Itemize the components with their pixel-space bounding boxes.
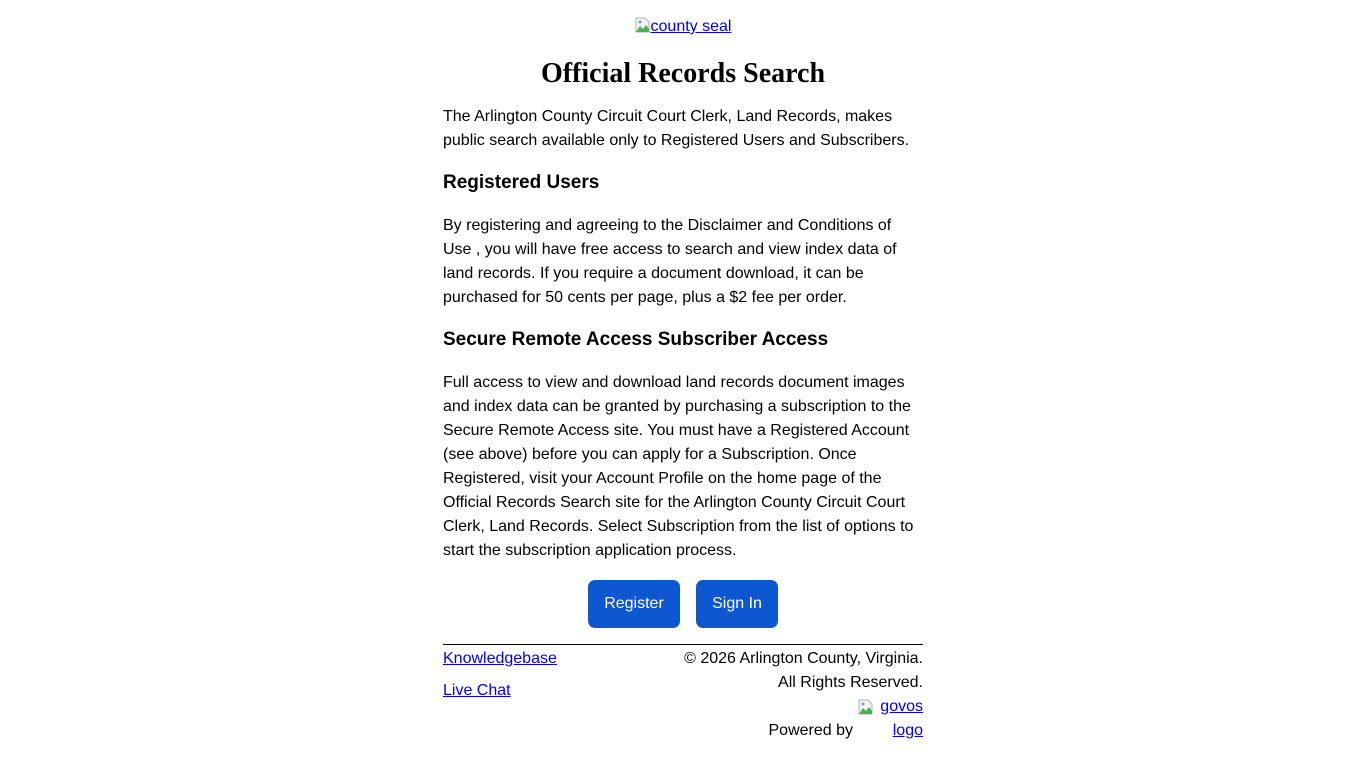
intro-text: The Arlington County Circuit Court Clerk, Land Records, makes public search available only to Registered Users and Subscribers. bbox=[443, 108, 910, 149]
page-container bbox=[443, 0, 923, 743]
registered-users-heading: Registered Users bbox=[443, 172, 600, 193]
footer-links bbox=[443, 647, 557, 743]
govos-logo-alt-line2: logo bbox=[892, 722, 923, 739]
registered-users-text: By registering and agreeing to the Disclaimer and Conditions of Use , you will have free access to search and view index data of land records. If you require a document download, it can be purchased for 50 cents per page, plus a $2 fee per order. bbox=[443, 217, 897, 306]
knowledgebase-link[interactable]: Knowledgebase bbox=[443, 650, 557, 667]
action-buttons bbox=[443, 580, 923, 628]
footer-legal bbox=[684, 647, 923, 743]
broken-image-icon bbox=[635, 17, 651, 33]
powered-by bbox=[684, 695, 923, 743]
page-title: Official Records Search bbox=[540, 58, 826, 89]
register-button[interactable]: Register bbox=[588, 580, 680, 628]
govos-logo-link[interactable] bbox=[857, 695, 923, 743]
rights-text: All Rights Reserved. bbox=[778, 674, 923, 691]
footer-divider bbox=[443, 644, 923, 645]
subscriber-access-text: Full access to view and download land records document images and index data can be granted by purchasing a subscription to the Secure Remote Access site. You must have a Registered Account (see above) before you can apply for a Subscription. Once Registered, visit your Account Profile on the home page of the Official Records Search site for the Arlington County Circuit Court Clerk, Land Records. Select Subscription from the list of options to start the subscription application process. bbox=[443, 374, 914, 559]
footer bbox=[443, 647, 923, 743]
sign-in-button[interactable]: Sign In bbox=[696, 580, 778, 628]
county-seal-link[interactable] bbox=[635, 17, 732, 37]
govos-logo-alt-line1: govos bbox=[880, 698, 923, 715]
powered-by-text: Powered by bbox=[768, 722, 853, 739]
seal-wrapper bbox=[443, 0, 923, 39]
live-chat-link[interactable]: Live Chat bbox=[443, 682, 511, 699]
broken-image-icon bbox=[858, 699, 874, 715]
subscriber-access-heading: Secure Remote Access Subscriber Access bbox=[443, 329, 829, 350]
copyright-text: © 2026 Arlington County, Virginia. bbox=[684, 650, 923, 667]
county-seal-alt-text: county seal bbox=[650, 18, 732, 35]
